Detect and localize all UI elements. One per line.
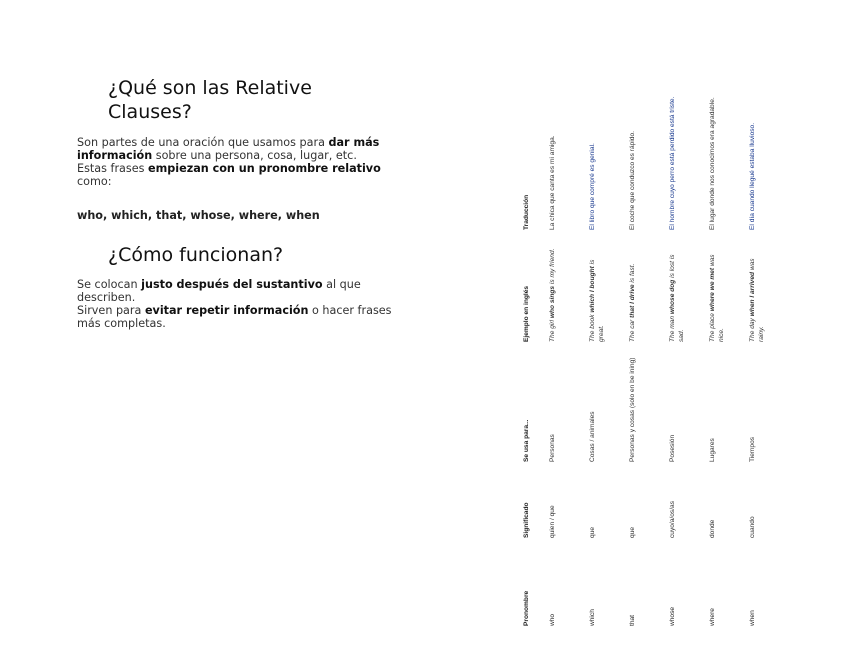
section-title-how: ¿Cómo funcionan? <box>108 244 284 266</box>
how-text-a: Se colocan <box>77 278 142 291</box>
cell-translation: El hombre cuyo perro está perdido está triste. <box>669 96 676 230</box>
example-pre: The place <box>709 311 716 342</box>
table-row <box>544 70 584 632</box>
relative-pronouns-table <box>508 70 788 632</box>
table-row <box>624 70 664 632</box>
cell-pronoun: that <box>629 615 636 626</box>
cell-example <box>704 236 744 348</box>
example-clause: when I arrived <box>749 271 756 317</box>
how-text-d: Sirven para <box>77 304 145 317</box>
table-row <box>744 70 784 632</box>
example-clause: which I bought <box>589 266 596 313</box>
how-bold-b: justo después del sustantivo <box>141 278 323 291</box>
table-row <box>664 70 704 632</box>
cell-translation: La chica que canta es mi amiga. <box>549 135 556 230</box>
how-bold-e: evitar repetir información <box>144 304 309 317</box>
how-text-c: al que describen. <box>77 278 361 304</box>
cell-pronoun: when <box>749 610 756 626</box>
header-significado: Significado <box>523 502 530 538</box>
how-paragraph <box>77 278 417 330</box>
example-post: was rainy. <box>749 258 765 342</box>
header-se-usa-para: Se usa para... <box>523 419 530 462</box>
cell-translation: El día cuando llegué estaba lluvioso. <box>749 122 756 230</box>
example-post: is great. <box>589 259 605 342</box>
cell-example <box>664 236 704 348</box>
table-row <box>704 70 744 632</box>
table-row <box>584 70 624 632</box>
example-pre: The book <box>589 312 596 342</box>
cell-use: Lugares <box>709 438 716 462</box>
header-ejemplo: Ejemplo en inglés <box>523 285 530 342</box>
cell-meaning: que <box>629 526 636 538</box>
cell-translation: El libro que compré es genial. <box>589 143 596 230</box>
example-post: is my friend. <box>549 248 556 286</box>
example-clause: who sings <box>549 285 556 319</box>
example-clause: that I drive <box>629 284 636 318</box>
cell-translation: El coche que conduzco es rápido. <box>629 131 636 230</box>
intro-paragraph <box>77 136 417 188</box>
cell-use: Cosas / animales <box>589 411 596 462</box>
page-title <box>108 76 312 124</box>
cell-example <box>744 236 784 348</box>
cell-use: Posesión <box>669 434 676 462</box>
cell-pronoun: whose <box>669 606 676 626</box>
header-traduccion: Traducción <box>523 194 530 230</box>
title-line-1: ¿Qué son las Relative <box>108 77 312 99</box>
example-pre: The day <box>749 316 756 342</box>
intro-bold-b: dar más información <box>77 136 380 162</box>
example-post: is lost is sad. <box>669 254 685 342</box>
cell-meaning: cuando <box>749 516 756 538</box>
example-clause: where we met <box>709 267 716 312</box>
cell-use: Tiempos <box>749 436 756 462</box>
pronoun-list-text: who, which, that, whose, where, when <box>77 209 320 222</box>
cell-example <box>624 236 664 348</box>
cell-pronoun: where <box>709 608 716 626</box>
cell-meaning: que <box>589 526 596 538</box>
how-text-f: o hacer frases más completas. <box>77 304 392 330</box>
cell-meaning: cuyo/a/os/as <box>669 500 676 538</box>
example-pre: The girl <box>549 318 556 342</box>
example-post: was nice. <box>709 254 725 342</box>
intro-text-a: Son partes de una oración que usamos para <box>77 136 329 149</box>
pronoun-list <box>77 209 417 222</box>
intro-text-f: como: <box>77 175 112 188</box>
cell-pronoun: who <box>549 613 556 626</box>
cell-use: Personas y cosas (solo en be ining) <box>629 357 636 462</box>
example-clause: whose dog <box>669 279 676 315</box>
cell-meaning: donde <box>709 519 716 538</box>
cell-example <box>584 236 624 348</box>
title-line-2: Clauses? <box>108 101 192 123</box>
header-pronombre: Pronombre <box>523 590 530 626</box>
cell-pronoun: which <box>589 609 596 626</box>
cell-translation: El lugar donde nos conocimos era agradable. <box>709 97 716 230</box>
relative-pronouns-table-wrapper <box>508 70 788 632</box>
intro-text-c: sobre una persona, cosa, lugar, etc. <box>152 149 357 162</box>
cell-example <box>544 236 584 348</box>
example-pre: The man <box>669 314 676 342</box>
table-header-row <box>508 70 544 632</box>
cell-meaning: quien / que <box>549 505 556 538</box>
example-pre: The car <box>629 317 636 342</box>
intro-bold-e: empiezan con un pronombre relativo <box>148 162 381 175</box>
intro-text-d: Estas frases <box>77 162 149 175</box>
example-post: is fast. <box>629 263 636 285</box>
cell-use: Personas <box>549 434 556 462</box>
